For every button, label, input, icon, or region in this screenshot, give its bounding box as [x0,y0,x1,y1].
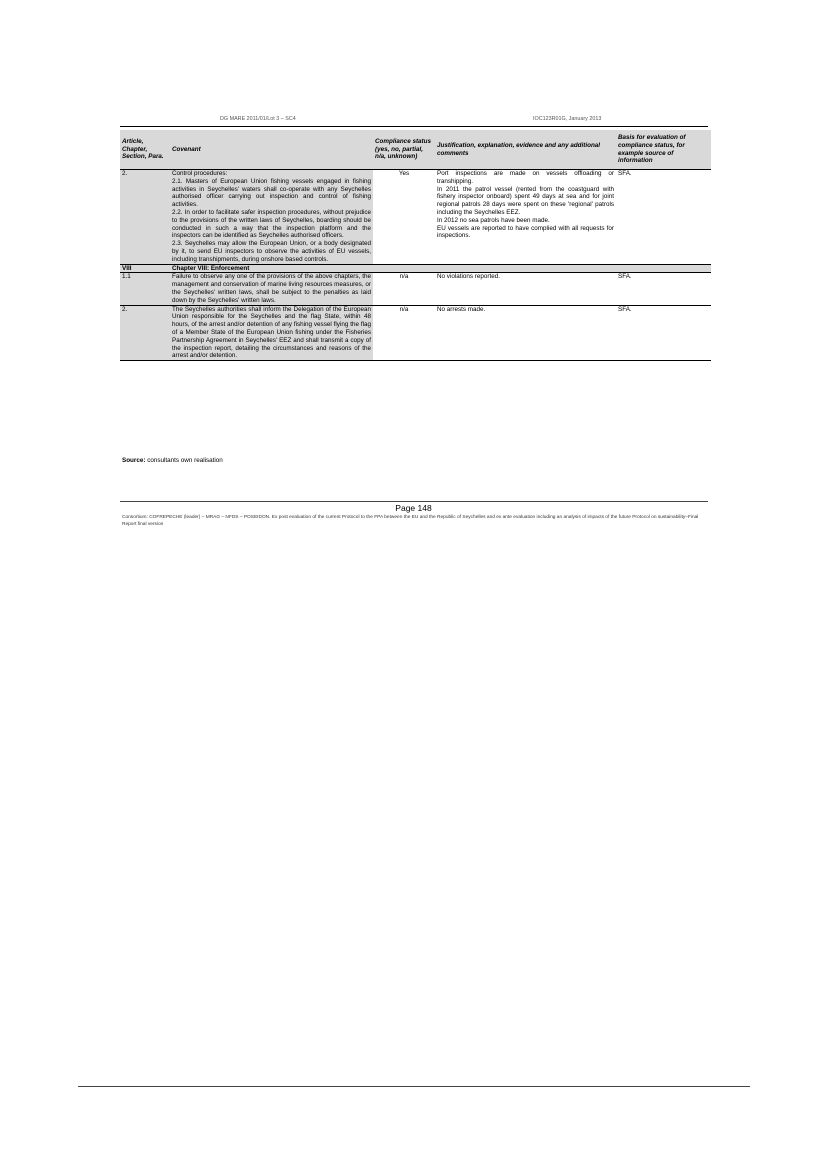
cell-article: 2. [120,170,170,265]
page-header [120,116,706,125]
covenant-paragraph: 2.1. Masters of European Union fishing vessels engaged in fishing activities in Seychelles' waters shall co-operate with any Seychelles authorised officer carrying out inspection and control of fishing activities. [172,177,371,209]
chapter-row [120,264,711,273]
column-header-status: Compliance status (yes, no, partial, n/a, unknown) [373,130,435,170]
justification-paragraph: EU vessels are reported to have complied with all requests for inspections. [437,224,614,240]
chapter-number: VIII [120,264,170,273]
cell-article: 2. [120,305,170,361]
cell-article: 1.1 [120,273,170,305]
covenant-paragraph: Control procedures: [172,170,228,177]
cell-covenant [170,170,373,265]
consortium-note: Consortium: COFREPECHE (leader) – MRAG – NFDS – POSEIDON. Ex post evaluation of the current Protocol to the FPA between the EU and the Republic of Seychelles and ex ante evaluation including an analysis of impacts of the future Protocol on sustainability–Final Report final version [122,515,699,527]
cell-covenant: The Seychelles authorities shall inform the Delegation of the European Union responsible for the Seychelles and the flag State, within 48 hours, of the arrest and/or detention of any fishing vessel flying the flag of a Member State of the European Union fishing under the Fisheries Partnership Agreement in Seychelles' EEZ and shall transmit a copy of the inspection report, detailing the circumstances and reasons of the arrest and/or detention. [172,305,371,360]
source-note [122,457,223,464]
justification-paragraph: In 2011 the patrol vessel (rented from the coastguard with fishery inspector onboard) spent 49 days at sea and for joint regional patrols 28 days were spent on these 'regional' patrols including the Seychelles EEZ. [437,185,614,216]
header-right: IOC123R01G, January 2013 [533,116,602,122]
table-header-row [120,130,711,170]
column-header-basis: Basis for evaluation of compliance status, for example source of information [616,130,711,170]
cell-justification [435,170,616,265]
page-number: Page 148 [395,503,432,513]
table-row [120,170,711,265]
bottom-divider [78,1086,750,1087]
cell-justification: No violations reported. [435,273,616,305]
covenant-paragraph: 2.2. In order to facilitate safer inspection procedures, without prejudice to the provisions of the written laws of Seychelles, boarding should be conducted in such a way that the inspection platform and the inspectors can be identified as Seychelles authorised officers. [172,208,371,240]
column-header-article: Article, Chapter, Section, Para. [120,130,170,170]
column-header-justification: Justification, explanation, evidence and any additional comments [435,130,616,170]
covenant-paragraph: 2.3. Seychelles may allow the European Union, or a body designated by it, to send EU inspectors to observe the activities of EU vessels, including transhipments, during onshore based controls. [172,240,371,263]
compliance-table [120,130,711,361]
table-row [120,305,711,361]
cell-status: Yes [398,170,410,177]
chapter-title: Chapter VIII: Enforcement [170,264,373,273]
cell-basis: SFA. [618,170,632,177]
cell-basis: SFA. [616,273,711,305]
cell-covenant: Failure to observe any one of the provisions of the above chapters, the management and conservation of marine living resources measures, or the Seychelles' written laws, shall be subject to the penalties as laid down by the Seychelles' written laws. [172,273,371,304]
footer-divider [120,501,708,502]
cell-justification: No arrests made. [435,305,616,361]
header-divider [120,126,708,127]
justification-paragraph: Port inspections are made on vessels offloading or transhipping. [437,170,614,185]
header-left: DG MARE 2011/01/Lot 3 – SC4 [220,116,296,122]
column-header-covenant: Covenant [170,130,373,170]
justification-paragraph: In 2012 no sea patrols have been made. [437,216,550,224]
cell-status: n/a [373,305,435,361]
cell-status: n/a [373,273,435,305]
source-text: consultants own realisation [145,457,223,464]
source-label: Source: [122,457,146,464]
table-row [120,273,711,305]
cell-basis: SFA. [616,305,711,361]
